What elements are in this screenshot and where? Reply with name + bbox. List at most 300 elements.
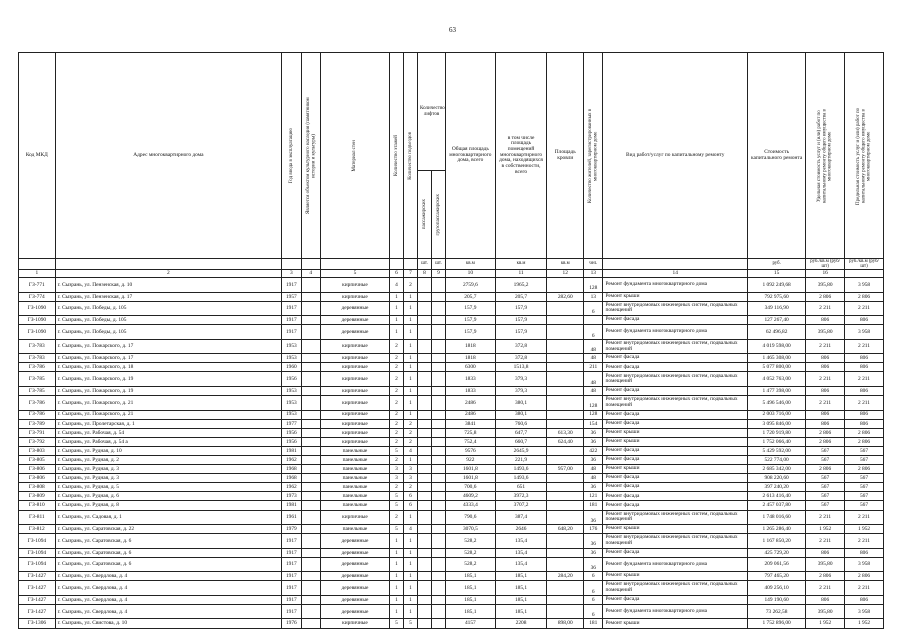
cell-wall: панельные	[320, 501, 389, 510]
table-row	[19, 595, 884, 604]
cell-cost: 349 116,90	[748, 301, 806, 316]
cell-entrances: 1	[403, 456, 417, 465]
cell-max-cost: 567	[845, 483, 884, 492]
cell-code: ГЗ-1427	[19, 572, 56, 581]
cell-heritage	[301, 325, 320, 340]
cell-roof	[547, 446, 584, 455]
cell-cost: 5 496 546,00	[748, 396, 806, 411]
cell-max-cost: 2 211	[845, 339, 884, 354]
col-number: 3	[282, 270, 301, 278]
cell-roof	[547, 501, 584, 510]
cell-entrances: 2	[403, 428, 417, 437]
cell-cost: 908 220,60	[748, 474, 806, 483]
cell-area-owned: 157,9	[495, 325, 547, 340]
cell-entrances: 4	[403, 525, 417, 534]
cell-entrances: 2	[403, 483, 417, 492]
table-row	[19, 557, 884, 572]
cell-heritage	[301, 339, 320, 354]
cell-residents: 48	[584, 354, 603, 363]
cell-entrances: 1	[403, 572, 417, 581]
cell-year: 1917	[282, 301, 301, 316]
cell-heritage	[301, 446, 320, 455]
cell-lifts-cargo	[432, 465, 446, 474]
cell-heritage	[301, 501, 320, 510]
header-lifts: Количество лифтов	[418, 53, 446, 171]
cell-area-owned: 2208	[495, 619, 547, 628]
cell-lifts-cargo	[432, 419, 446, 428]
cell-heritage	[301, 354, 320, 363]
cell-area-owned: 185,1	[495, 572, 547, 581]
cell-cost: 4 019 598,00	[748, 339, 806, 354]
cell-lifts-cargo	[432, 557, 446, 572]
cell-address: г. Сызрань, ул. Свистова, д. 10	[55, 619, 281, 628]
col-number: 16	[806, 270, 845, 278]
cell-residents: 36	[584, 510, 603, 525]
cell-lifts-cargo	[432, 581, 446, 596]
header-area-owned: в том числе площадь помещений многоквартирного дома, находящихся в собственности, всего	[495, 53, 547, 259]
cell-lifts-cargo	[432, 572, 446, 581]
cell-roof	[547, 534, 584, 549]
cell-entrances: 1	[403, 557, 417, 572]
cell-address: г. Сызрань, ул. Пожарского, д. 17	[55, 339, 281, 354]
cell-roof: 898,00	[547, 619, 584, 628]
cell-max-cost: 567	[845, 446, 884, 455]
cell-work: Ремонт внутридомовых инженерных систем, подвальных помещений	[603, 510, 748, 525]
cell-wall: кирпичные	[320, 339, 389, 354]
cell-cost: 522 774,00	[748, 456, 806, 465]
cell-entrances: 1	[403, 292, 417, 301]
cell-code: ГЗ-1427	[19, 604, 56, 619]
header-cost: Стоимость капитального ремонта	[748, 53, 806, 259]
cell-address: г. Сызрань, ул. Пролетарская, д. 1	[55, 419, 281, 428]
cell-lifts-pass	[418, 428, 432, 437]
table-row	[19, 465, 884, 474]
cell-area-total: 185,1	[446, 581, 496, 596]
cell-code: ГЗ-771	[19, 278, 56, 293]
cell-year: 1977	[282, 419, 301, 428]
cell-code: ГЗ-812	[19, 525, 56, 534]
cell-heritage	[301, 278, 320, 293]
cell-lifts-pass	[418, 363, 432, 372]
cell-roof: 613,30	[547, 428, 584, 437]
cell-year: 1953	[282, 354, 301, 363]
cell-wall: кирпичные	[320, 419, 389, 428]
cell-address: г. Сызрань, ул. Свердлова, д. 4	[55, 595, 281, 604]
cell-lifts-cargo	[432, 446, 446, 455]
cell-cost: 397 240,20	[748, 483, 806, 492]
cell-floors: 1	[389, 534, 403, 549]
cell-max-cost: 806	[845, 386, 884, 395]
cell-address: г. Сызрань, ул. Рудная, д. 3	[55, 474, 281, 483]
cell-year: 1968	[282, 474, 301, 483]
cell-residents: 181	[584, 501, 603, 510]
cell-residents: 154	[584, 419, 603, 428]
cell-year: 1962	[282, 483, 301, 492]
cell-code: ГЗ-792	[19, 437, 56, 446]
cell-year: 1968	[282, 465, 301, 474]
table-row	[19, 456, 884, 465]
cell-max-cost: 806	[845, 595, 884, 604]
cell-lifts-pass	[418, 492, 432, 501]
cell-work: Ремонт фасада	[603, 316, 748, 325]
cell-max-cost: 2 806	[845, 292, 884, 301]
cell-floors: 5	[389, 492, 403, 501]
cell-year: 1953	[282, 396, 301, 411]
cell-unit-cost: 567	[806, 492, 845, 501]
cell-year: 1917	[282, 604, 301, 619]
cell-max-cost: 567	[845, 501, 884, 510]
cell-residents: 211	[584, 363, 603, 372]
cell-code: ГЗ-1306	[19, 619, 56, 628]
cell-area-total: 528,2	[446, 534, 496, 549]
cell-area-total: 185,1	[446, 595, 496, 604]
cell-unit-cost: 395,80	[806, 557, 845, 572]
cell-entrances: 1	[403, 510, 417, 525]
cell-area-owned: 380,1	[495, 396, 547, 411]
cell-area-owned: 185,1	[495, 595, 547, 604]
cell-max-cost: 3 958	[845, 325, 884, 340]
unit-people: чел.	[584, 259, 603, 270]
cell-roof	[547, 604, 584, 619]
cell-area-owned: 3707,2	[495, 501, 547, 510]
cell-floors: 3	[389, 474, 403, 483]
cell-work: Ремонт внутридомовых инженерных систем, подвальных помещений	[603, 581, 748, 596]
cell-floors: 1	[389, 604, 403, 619]
cell-address: г. Сызрань, ул. Пензенская, д. 10	[55, 278, 281, 293]
unit-area: кв.м	[446, 259, 496, 270]
cell-area-total: 528,2	[446, 557, 496, 572]
header-entrances: Количество подъездов	[407, 131, 413, 180]
cell-cost: 73 262,58	[748, 604, 806, 619]
cell-unit-cost: 567	[806, 456, 845, 465]
table-row	[19, 301, 884, 316]
cell-code: ГЗ-783	[19, 339, 56, 354]
cell-lifts-pass	[418, 386, 432, 395]
cell-entrances: 1	[403, 595, 417, 604]
cell-max-cost: 2 806	[845, 465, 884, 474]
cell-residents: 181	[584, 619, 603, 628]
cell-address: г. Сызрань, ул. Пожарского, д. 21	[55, 396, 281, 411]
page-number: 63	[449, 26, 456, 34]
cell-floors: 5	[389, 619, 403, 628]
cell-heritage	[301, 604, 320, 619]
cell-area-owned: 185,1	[495, 581, 547, 596]
cell-entrances: 1	[403, 581, 417, 596]
cell-area-owned: 157,9	[495, 301, 547, 316]
cell-work: Ремонт внутридомовых инженерных систем, подвальных помещений	[603, 372, 748, 387]
cell-unit-cost: 395,80	[806, 604, 845, 619]
cell-heritage	[301, 572, 320, 581]
cell-heritage	[301, 510, 320, 525]
cell-work: Ремонт крыши	[603, 428, 748, 437]
cell-residents: 6	[584, 604, 603, 619]
col-number: 7	[403, 270, 417, 278]
col-number: 10	[446, 270, 496, 278]
cell-floors: 2	[389, 354, 403, 363]
cell-area-owned: 387,4	[495, 510, 547, 525]
cell-code: ГЗ-1094	[19, 534, 56, 549]
cell-area-owned: 372,8	[495, 354, 547, 363]
cell-residents: 48	[584, 339, 603, 354]
header-max-cost: Предельная стоимость услуг и (или) работ по капитальному ремонту общего имущества в многоквартирном доме	[856, 106, 872, 205]
cell-wall: деревянные	[320, 534, 389, 549]
cell-wall: кирпичные	[320, 428, 389, 437]
cell-max-cost: 3 958	[845, 278, 884, 293]
cell-heritage	[301, 419, 320, 428]
cell-area-total: 205,7	[446, 292, 496, 301]
cell-wall: деревянные	[320, 581, 389, 596]
cell-heritage	[301, 363, 320, 372]
cell-floors: 1	[389, 557, 403, 572]
cell-max-cost: 567	[845, 492, 884, 501]
header-lifts-cargo: грузопассажирских	[435, 193, 441, 236]
cell-floors: 2	[389, 419, 403, 428]
table-header	[19, 53, 884, 278]
col-number: 9	[432, 270, 446, 278]
cell-cost: 1 752 066,40	[748, 437, 806, 446]
cell-unit-cost: 2 211	[806, 301, 845, 316]
cell-floors: 3	[389, 465, 403, 474]
cell-floors: 1	[389, 316, 403, 325]
cell-year: 1917	[282, 278, 301, 293]
cell-code: ГЗ-786	[19, 363, 56, 372]
cell-unit-cost: 2 806	[806, 428, 845, 437]
cell-entrances: 1	[403, 372, 417, 387]
cell-code: ГЗ-789	[19, 419, 56, 428]
cell-year: 1917	[282, 581, 301, 596]
cell-max-cost: 806	[845, 363, 884, 372]
cell-area-owned: 157,9	[495, 316, 547, 325]
cell-floors: 2	[389, 363, 403, 372]
cell-lifts-cargo	[432, 525, 446, 534]
cell-wall: кирпичные	[320, 386, 389, 395]
col-number: 12	[547, 270, 584, 278]
cell-roof	[547, 595, 584, 604]
cell-address: г. Сызрань, ул. Пожарского, д. 19	[55, 386, 281, 395]
cell-heritage	[301, 396, 320, 411]
cell-unit-cost: 2 211	[806, 534, 845, 549]
cell-floors: 1	[389, 325, 403, 340]
cell-address: г. Сызрань, ул. Саратовская, д. 6	[55, 557, 281, 572]
cell-max-cost: 1 952	[845, 525, 884, 534]
cell-roof	[547, 301, 584, 316]
cell-wall: кирпичные	[320, 354, 389, 363]
cell-lifts-pass	[418, 325, 432, 340]
cell-year: 1953	[282, 410, 301, 419]
cell-wall: деревянные	[320, 557, 389, 572]
cell-area-total: 6300	[446, 363, 496, 372]
table-row	[19, 619, 884, 628]
cell-residents: 48	[584, 474, 603, 483]
cell-area-owned: 372,8	[495, 339, 547, 354]
cell-entrances: 1	[403, 386, 417, 395]
cell-roof	[547, 456, 584, 465]
cell-roof	[547, 557, 584, 572]
cell-heritage	[301, 557, 320, 572]
cell-lifts-pass	[418, 525, 432, 534]
cell-work: Ремонт фасада	[603, 410, 748, 419]
cell-lifts-pass	[418, 372, 432, 387]
cell-area-total: 157,9	[446, 301, 496, 316]
cell-residents: 13	[584, 292, 603, 301]
table-row	[19, 474, 884, 483]
cell-area-total: 2486	[446, 396, 496, 411]
cell-code: ГЗ-1094	[19, 548, 56, 557]
cell-residents: 36	[584, 548, 603, 557]
cell-area-owned: 3972,3	[495, 492, 547, 501]
table-row	[19, 386, 884, 395]
cell-unit-cost: 1 952	[806, 619, 845, 628]
cell-area-total: 1818	[446, 339, 496, 354]
table-row	[19, 483, 884, 492]
cell-floors: 2	[389, 396, 403, 411]
cell-lifts-cargo	[432, 354, 446, 363]
cell-area-owned: 1493,6	[495, 465, 547, 474]
cell-residents: 121	[584, 492, 603, 501]
cell-residents: 6	[584, 301, 603, 316]
cell-year: 1917	[282, 534, 301, 549]
cell-max-cost: 2 211	[845, 372, 884, 387]
cell-unit-cost: 395,80	[806, 278, 845, 293]
cell-max-cost: 2 211	[845, 396, 884, 411]
cell-entrances: 1	[403, 410, 417, 419]
cell-year: 1917	[282, 325, 301, 340]
cell-max-cost: 2 806	[845, 572, 884, 581]
cell-cost: 1 265 286,40	[748, 525, 806, 534]
cell-code: ГЗ-806	[19, 474, 56, 483]
cell-heritage	[301, 456, 320, 465]
cell-unit-cost: 806	[806, 595, 845, 604]
cell-wall: панельные	[320, 525, 389, 534]
cell-residents: 48	[584, 386, 603, 395]
cell-lifts-pass	[418, 292, 432, 301]
cell-address: г. Сызрань, ул. Пожарского, д. 21	[55, 410, 281, 419]
cell-area-total: 185,1	[446, 604, 496, 619]
table-row	[19, 372, 884, 387]
cell-residents: 128	[584, 278, 603, 293]
cell-year: 1917	[282, 595, 301, 604]
cell-floors: 1	[389, 595, 403, 604]
cell-area-total: 3841	[446, 419, 496, 428]
cell-heritage	[301, 534, 320, 549]
cell-lifts-cargo	[432, 595, 446, 604]
cell-area-owned: 135,4	[495, 557, 547, 572]
unit-unit-cost: руб./кв.м (руб/шт)	[806, 259, 845, 270]
cell-lifts-cargo	[432, 510, 446, 525]
cell-residents: 422	[584, 446, 603, 455]
cell-year: 1917	[282, 316, 301, 325]
cell-lifts-cargo	[432, 292, 446, 301]
cell-roof	[547, 396, 584, 411]
cell-roof	[547, 410, 584, 419]
cell-max-cost: 3 958	[845, 557, 884, 572]
cell-roof: 282,60	[547, 292, 584, 301]
cell-lifts-pass	[418, 557, 432, 572]
cell-code: ГЗ-806	[19, 465, 56, 474]
cell-roof	[547, 339, 584, 354]
cell-lifts-cargo	[432, 301, 446, 316]
header-area-total: Общая площадь многоквартирного дома, всего	[446, 53, 496, 259]
cell-unit-cost: 806	[806, 548, 845, 557]
cell-lifts-cargo	[432, 278, 446, 293]
cell-unit-cost: 567	[806, 474, 845, 483]
table-row	[19, 419, 884, 428]
cell-work: Ремонт фасада	[603, 419, 748, 428]
cell-code: ГЗ-805	[19, 456, 56, 465]
cell-heritage	[301, 483, 320, 492]
cell-code: ГЗ-785	[19, 386, 56, 395]
cell-unit-cost: 2 211	[806, 396, 845, 411]
cell-area-total: 1833	[446, 386, 496, 395]
cell-work: Ремонт крыши	[603, 437, 748, 446]
cell-max-cost: 806	[845, 548, 884, 557]
cell-address: г. Сызрань, ул. Саратовская, д. 22	[55, 525, 281, 534]
cell-area-owned: 135,4	[495, 548, 547, 557]
cell-year: 1953	[282, 386, 301, 395]
table-row	[19, 437, 884, 446]
cell-floors: 1	[389, 572, 403, 581]
cell-unit-cost: 2 211	[806, 372, 845, 387]
cell-work: Ремонт фасада	[603, 595, 748, 604]
cell-heritage	[301, 474, 320, 483]
cell-work: Ремонт внутридомовых инженерных систем, подвальных помещений	[603, 396, 748, 411]
cell-roof	[547, 581, 584, 596]
cell-work: Ремонт фундамента многоквартирного дома	[603, 325, 748, 340]
cell-heritage	[301, 316, 320, 325]
cell-area-total: 1818	[446, 354, 496, 363]
cell-roof	[547, 372, 584, 387]
cell-residents	[584, 316, 603, 325]
table-row	[19, 501, 884, 510]
cell-address: г. Сызрань, ул. Рудная, д. 5	[55, 483, 281, 492]
cell-cost: 409 256,10	[748, 581, 806, 596]
cell-entrances: 2	[403, 419, 417, 428]
cell-year: 1917	[282, 548, 301, 557]
cell-work: Ремонт крыши	[603, 525, 748, 534]
cell-lifts-cargo	[432, 428, 446, 437]
table-row	[19, 354, 884, 363]
cell-lifts-pass	[418, 595, 432, 604]
cell-code: ГЗ-785	[19, 372, 56, 387]
cell-address: г. Сызрань, ул. Победы, д. 105	[55, 316, 281, 325]
cell-floors: 5	[389, 501, 403, 510]
cell-unit-cost: 1 952	[806, 525, 845, 534]
cell-address: г. Сызрань, ул. Свердлова, д. 4	[55, 604, 281, 619]
cell-code: ГЗ-786	[19, 410, 56, 419]
cell-code: ГЗ-1090	[19, 325, 56, 340]
cell-wall: кирпичные	[320, 437, 389, 446]
cell-lifts-cargo	[432, 474, 446, 483]
cell-lifts-cargo	[432, 363, 446, 372]
col-number: 1	[19, 270, 56, 278]
cell-code: ГЗ-1427	[19, 595, 56, 604]
unit-pcs: шт.	[418, 259, 432, 270]
cell-lifts-pass	[418, 534, 432, 549]
col-number: 4	[301, 270, 320, 278]
cell-lifts-pass	[418, 410, 432, 419]
cell-wall: кирпичные	[320, 292, 389, 301]
cell-area-total: 1601,8	[446, 465, 496, 474]
cell-entrances: 1	[403, 354, 417, 363]
cell-lifts-pass	[418, 437, 432, 446]
cell-cost: 5 077 800,00	[748, 363, 806, 372]
cell-unit-cost: 2 806	[806, 292, 845, 301]
cell-lifts-cargo	[432, 410, 446, 419]
cell-entrances: 3	[403, 474, 417, 483]
cell-address: г. Сызрань, ул. Свердлова, д. 4	[55, 572, 281, 581]
cell-heritage	[301, 548, 320, 557]
unit-area: кв.м	[547, 259, 584, 270]
